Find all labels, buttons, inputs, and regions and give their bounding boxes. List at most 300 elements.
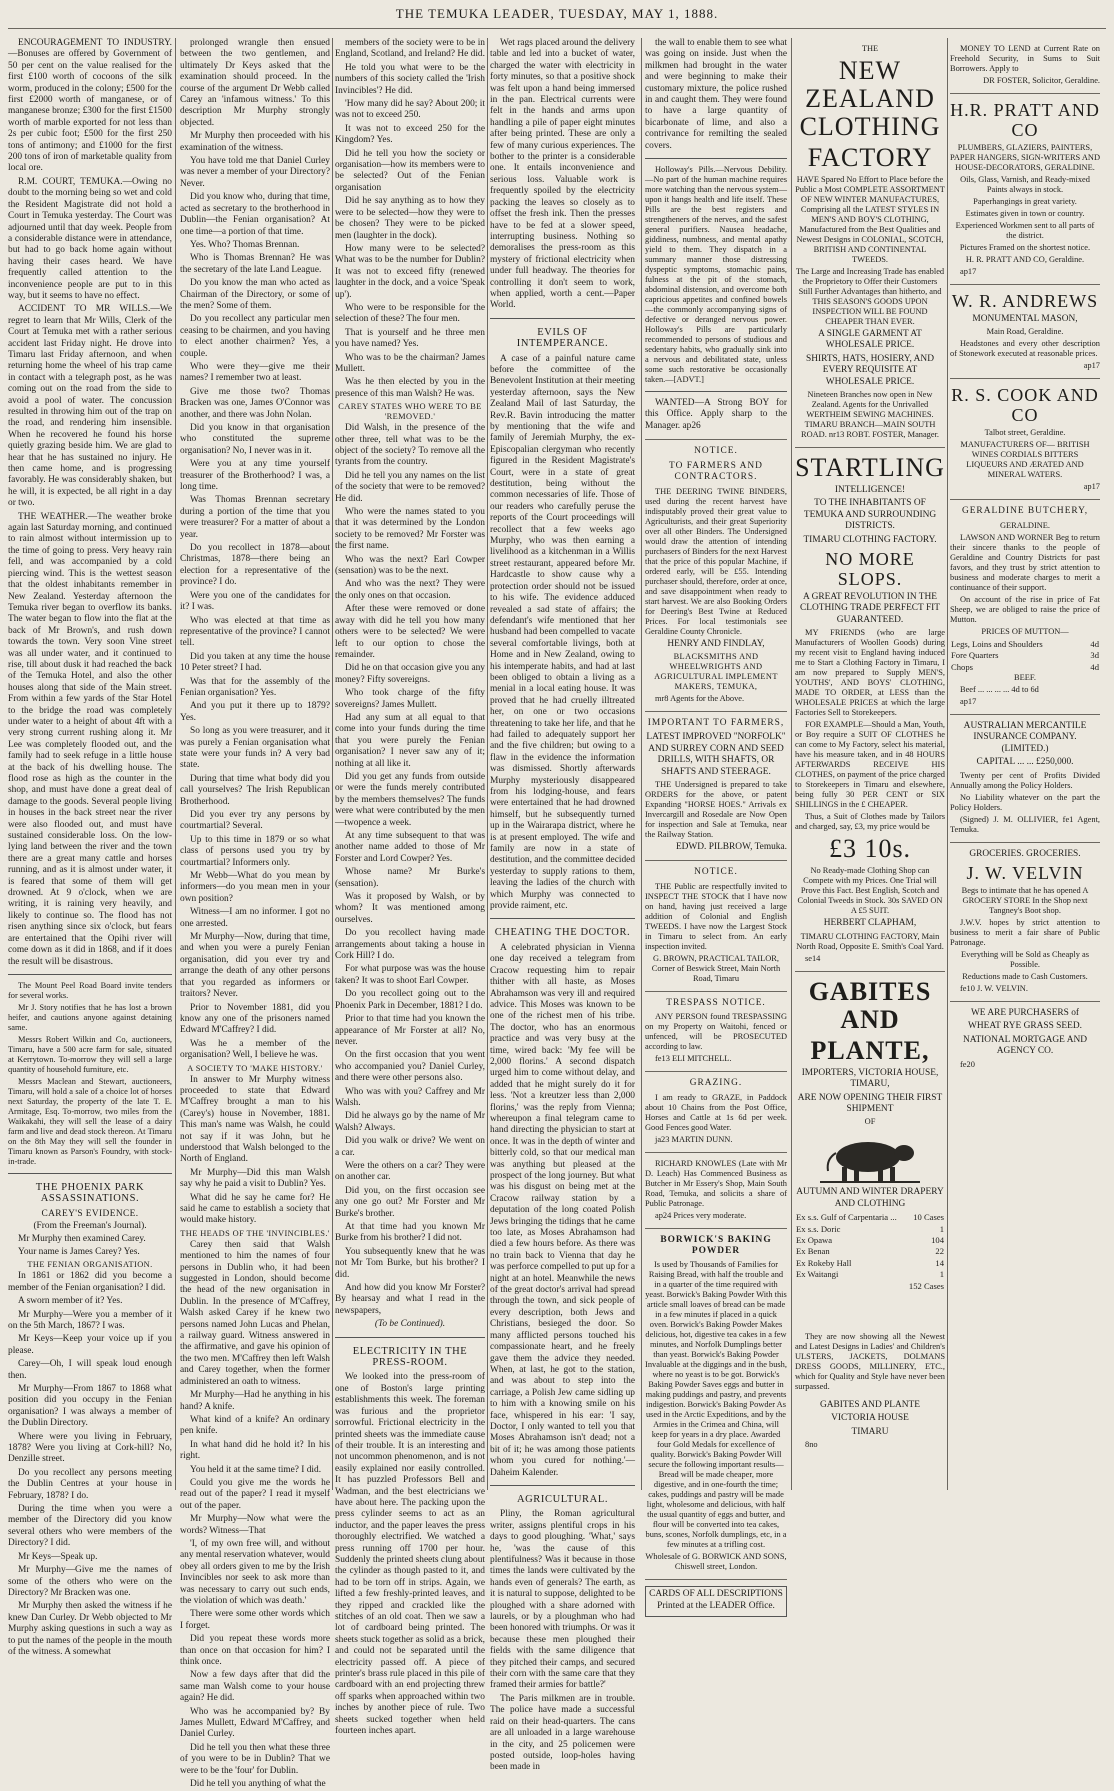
paragraph: Did you get any funds from outside or were the funds merely contributed by the members themselves? The funds were what were contributed by the men—twopence a week.: [335, 771, 485, 828]
ad-andrews: [950, 291, 1100, 379]
paragraph: Who is Thomas Brennan? He was the secretary of the late Land League.: [180, 253, 330, 275]
paragraph: THE WEATHER.—The weather broke again last Saturday morning, and continued to rain almost without intermission up to the time of going to press. Very heavy rain fell, and was accompanied by a cold piercing wind. This is the wettest season that the oldest inhabitants remember in New Zealand. Yesterday afternoon the Temuka river began to overflow its banks. The water began to flow into the flat at the back of Mr Brown's, and rush down towards the town. Very soon Vine street was all under water, and it continued to rise, till about dusk it had reached the back of the Temuka Hotel, and also the other houses along that side of the Main street. From within a few yards of the Star Hotel to the bridge the road was completely under water to a height of about 4ft with a very strong current rushing along it. Mr Lee was completely flooded out, and the family had to seek refuge in a little house at the back of his dwelling house. The flood rose as high as the counter in the shop, and must have done a great deal of damage to the goods. Several people living in houses in the back street near the river were also flooded out, and must have sustained considerable loss. On the low-lying land between the river and the town there are a great many cattle and horses running, and as it is almost under water, it is feared that some of them will get drowned. At 9 o'clock, when we are writing, it is raining very heavily, and likely to continue so. The flood has not risen anything since six o'clock, but fears are entertained that the Opihi river will come down as it did in 1868, and if it does the result will be disastrous.: [8, 511, 172, 967]
paragraph: At that time had you known Mr Burke from his brother? I did not.: [335, 1222, 485, 1244]
ad-title: J. W. VELVIN: [966, 863, 1084, 884]
paragraph: ENCOURAGEMENT TO INDUSTRY.—Bonuses are offered by Government of 50 per cent on the value realised for the first £100 worth of cocoons of the silk worm, produced in the colony; £500 for the first £2000 worth of manganese, or of manganese bronze; £300 for the first £1500 worth of marble exported for not less than 2s per cubic foot; £500 for the first 250 tons of antimony; and £1000 for the first 200 tons of iron of marketable quality from local ore.: [8, 38, 172, 174]
ad-signature: TIMARU CLOTHING FACTORY, Main North Road, Opposite E. Smith's Coal Yard.: [796, 931, 944, 951]
paragraph: Prior to that time had you known the appearance of Mr Forster at all? No, never.: [335, 1014, 485, 1047]
row-value: 3d: [1090, 650, 1099, 661]
ad-title: FACTORY: [807, 143, 933, 172]
ad-text: Everything will be Sold as Cheaply as Possible.: [961, 950, 1089, 970]
paragraph: Was that for the assembly of the Fenian organisation? Yes.: [180, 676, 330, 698]
ad-code: 8no: [805, 1440, 818, 1450]
paragraph: Now a few days after that did the same man Walsh come to your house again? He did.: [180, 1670, 330, 1704]
ad-title: STARTLING: [795, 453, 945, 483]
ad-startling: [795, 454, 945, 972]
ad-text: Twenty per cent of Profits Divided Annually among the Policy Holders.: [950, 770, 1100, 790]
paragraph: Who took charge of the fifty sovereigns? James Mullett.: [335, 688, 485, 710]
ad-code: ap17: [1083, 361, 1100, 371]
row-label: Ex Benan: [796, 1246, 830, 1257]
paragraph: Mr Keys—Speak up.: [18, 1551, 98, 1562]
row-label: Chops: [951, 661, 973, 672]
ad-wheat: [950, 1008, 1100, 1077]
continued-note: (To be Continued).: [374, 1319, 446, 1330]
column-rule: [487, 38, 488, 1490]
ad-signature: DR FOSTER, Solicitor, Geraldine.: [983, 76, 1100, 85]
ad-text: ARE NOW OPENING THEIR FIRST SHIPMENT: [797, 1092, 943, 1114]
shipment-row: [795, 1235, 945, 1246]
paragraph: prolonged wrangle then ensued between the two gentlemen, and ultimately Dr Keys asked that the examination should proceed. In the course of the argument Dr Webb called Carey an 'infamous witness.' To this description Mr Murphy strongly objected.: [180, 38, 330, 128]
paragraph: Mr J. Story notifies that he has lost a brown heifer, and cautions anyone against detaining same.: [8, 1002, 172, 1032]
article-headline: EVILS OF INTEMPERANCE.: [516, 326, 609, 350]
paragraph: Mr Murphy—Did this man Walsh say why he paid a visit to Dublin? Yes.: [180, 1167, 330, 1190]
row-label: Ex Waitangi: [796, 1269, 839, 1280]
paragraph: In 1861 or 1862 did you become a member of the Fenian organisation? I did.: [8, 1271, 172, 1293]
ad-text: Reductions made to Cash Customers.: [962, 972, 1088, 982]
ad-text: A GREAT REVOLUTION IN THE CLOTHING TRADE PERFECT FIT GUARANTEED.: [799, 592, 941, 625]
shipment-table: [795, 1212, 945, 1292]
paragraph: Had any sum at all equal to that come into your funds during the time that you were purely the Fenian organisation? I never saw any of it; nothing at all like it.: [335, 712, 485, 769]
ad-signature: NATIONAL MORTGAGE AND AGENCY CO.: [962, 1034, 1088, 1057]
ad-signature: ja23 MARTIN DUNN.: [655, 1134, 733, 1144]
ad-deering: [645, 446, 787, 712]
ad-text: MY FRIENDS (who are large Manufacturers of Woollen Goods) during my recent visit to England having induced me to Start a Clothing Factory in Timaru, I am now prepared to Supply MEN'S, YOUTHS', AND BOYS' CLOTHING, MADE TO ORDER, at LESS than the WHOLESALE PRICES at which the large Factories Sell to Storekeepers.: [795, 628, 945, 718]
bull-illustration: [820, 1131, 920, 1183]
price-row: [950, 662, 1100, 673]
paragraph: The Mount Peel Road Board invite tenders for several works.: [8, 980, 172, 1000]
paragraph: We looked into the press-room of one of Boston's large printing establishments this week. The foreman was furious and the proprietor sorrowful. Frictional electricity in the printed sheets was the immediate cause of their trouble. It is an interesting and not uncommon phenomenon, and is not easily explained nor easily controlled. It has puzzled Professors Bell and Wadman, and the best electricians we have about here. The packing upon the press cylinder seems to act as an inductor, and the paper leaves the press thoroughly electrified. We watched a press running off 1700 per hour. Suddenly the printed sheets clung about the cylinder as though pasted to it, and had to be torn off in strips. Again, we lifted a few freshly-printed leaves, and they ripped and crackled like the stitches of an old coat. Then we saw a lot of cardboard being printed. The sheets stuck together as solid as a brick, and could not be separated until the electricity passed off. A piece of printer's brass rule placed in this pile of cardboard with an end projecting threw off sparks when approached within two inches by another piece of rule. Two sheets sucked together when held fourteen inches apart.: [335, 1372, 485, 1737]
paragraph: Do you recollect any persons meeting the Dublin Centres at your house in February, 1878? I do.: [8, 1467, 172, 1501]
paragraph: Up to this time in 1879 or so what class of persons used you try by courtmartial? Informers only.: [180, 834, 330, 868]
ad-text: THE Undersigned is prepared to take ORDERS for the above, or patent Expanding "HORSE HOES." Arrivals ex Invercargill and Rosedale are Now Open for inspection and Sale at Temuka, near the Railway Station.: [645, 779, 787, 839]
ad-title: IMPORTANT TO FARMERS,: [647, 717, 785, 728]
ad-signature: EDWD. PILBROW, Temuka.: [675, 841, 787, 852]
paragraph: Messrs Robert Wilkin and Co, auctioneers, Timaru, have a 500 acre farm for sale, situated at Kerrytown. To-morrow they will sell a large quantity of household furniture, etc.: [8, 1034, 172, 1074]
article-headline: THE PHOENIX PARK ASSASSINATIONS.: [35, 1181, 145, 1205]
paragraph: Did you, on the first occasion see any one go out? Mr Forster and Mr Burke's brother.: [335, 1185, 485, 1219]
row-value: 1: [939, 1223, 944, 1234]
ad-insurance: [950, 721, 1100, 843]
ad-text: PLUMBERS, GLAZIERS, PAINTERS, PAPER HANGERS, SIGN-WRITERS AND HOUSE-DECORATORS, GERALDINE.: [950, 143, 1100, 172]
ad-cards: [645, 1586, 787, 1617]
row-value: 10 Cases: [913, 1212, 944, 1223]
paragraph: the wall to enable them to see what was going on inside. Just when the milkmen had brought in the water and were beginning to make their customary mixture, the police rushed in and caught them. They were found to have a large quantity of bicarbonate of lime, and also a contrivance for remilting the sealed covers.: [645, 38, 787, 151]
ad-text: On account of the rise in price of Fat Sheep, we are obliged to raise the price of Mutton.: [950, 594, 1100, 624]
ad-nz-clothing-factory: [795, 44, 945, 448]
ad-text: Headstones and every other description of Stonework executed at reasonable prices.: [950, 339, 1100, 359]
paragraph: Mr Webb—What do you mean by informers—do you mean men in your own position?: [180, 871, 330, 904]
paragraph: Could you give me the words he read out of the paper? I read it myself out of the paper.: [180, 1477, 330, 1511]
paragraph: And who was the next? They were the only ones on that occasion.: [335, 579, 485, 601]
ad-money-to-lend: [950, 44, 1100, 94]
ad-title: R. S. COOK AND CO: [951, 385, 1099, 426]
ad-text: MONEY TO LEND at Current Rate on Freehold Security, in Sums to Suit Borrowers. Apply to: [950, 44, 1100, 73]
ad-text: THE Public are respectfully invited to INSPECT THE STOCK that I have now on hand, having just received a large addition of Colonial and English TWEEDS. I have now the Largest Stock in Timaru to select from. An early inspection invited.: [645, 881, 787, 951]
row-value: 104: [931, 1234, 944, 1245]
ad-text: They are now showing all the Newest and Latest Designs in Ladies' and Children's ULSTERS, JACKETS, DOLMANS DRESS GOODS, MILLINERY, ETC., which for Quality and Style have never been surpassed.: [795, 1331, 945, 1391]
paragraph: Did you know who, during that time, acted as secretary to the brotherhood in Dublin—the Fenian organisation? At one time—a portion of that time.: [180, 192, 330, 237]
row-label: [795, 1281, 905, 1292]
subheading: THE HEADS OF THE 'INVINCIBLES.': [180, 1228, 330, 1238]
paragraph: Did you know in that organisation who constituted the supreme organisation? No, I never was in it.: [180, 423, 330, 456]
row-label: Fore Quarters: [951, 650, 999, 661]
paragraph: Messrs Maclean and Stewart, auctioneers, Timaru, will hold a sale of a choice lot of horses next Saturday, the property of the late T. E. Armitage, Esq. To-morrow, two miles from the Waikakahi, they will sell the lease of a dairy farm and live and dead stock thereon. At Timaru on the 8th May they will sell the founder in Timaru known as Parson's Foundry, with stock-in-trade.: [8, 1076, 172, 1166]
row-value: 14: [935, 1257, 944, 1268]
ad-text: Experienced Workmen sent to all parts of the district.: [955, 221, 1095, 240]
ad-code: ap17: [960, 267, 977, 276]
ad-title: NO MORE SLOPS.: [825, 549, 915, 590]
row-value: 152 Cases: [908, 1280, 944, 1291]
column-rule: [641, 38, 642, 1490]
paragraph: There were some other words which I forget.: [180, 1609, 330, 1631]
paragraph: Was he a member of the organisation? Well, I believe he was.: [180, 1038, 330, 1061]
paragraph: A case of a painful nature came before the committee of the Benevolent Institution at their meeting yesterday afternoon, says the New Zealand Mail of last Saturday, the Rev.R. Bavin introducing the matter by mentioning that the wife and family of Jeremiah Murphy, the ex-Episcopalian clergyman who recently figured in the Resident Magistrate's Court, were in a state of great destitution, being without the common necessaries of life. Those of our readers who carefully peruse the reports of the Court proceedings will recollect that a few weeks ago Murphy, who was then earning a livelihood as a kitchenman in a Willis street restaurant, appeared before Mr. Hardcastle to show cause why a protection order should not be issued to his wife. The evidence adduced revealed a sad state of affairs; the defendant's wife mentioned that her husband had been compelled to vacate several comfortable livings, both at Home and in New Zealand, owing to his intemperate habits, and had at last been obliged to obtain a living as a menial in a local eating house. It was proved that he had cruelly illtreated her, on one or two occasions threatening to take her life, and that he had failed to adequately support her and the five children; but owing to a flaw in the evidence the information was dismissed. Shortly afterwards Murphy mysteriously disappeared from his lodging-house, and fears were entertained that he had drowned himself, but he subsequently turned up in the Wairarapa district, where he is at present employed. The wife and family are now in a state of destitution, and the committee decided yesterday to supply rations to them, leaving the ladies of the church with which Murphy was connected to provide raiment, etc.: [490, 353, 636, 912]
ad-code: ap17: [1083, 482, 1100, 492]
ad-text: RICHARD KNOWLES (Late with Mr D. Leach) Has Commenced Business as Butcher in Mr Essery's Shop, Main South Road, Temuka, and solicits a share of Public Patronage.: [645, 1158, 787, 1208]
paragraph: Who was he accompanied by? By James Mullett, Edward M'Caffrey, and Daniel Curley.: [180, 1706, 330, 1740]
paragraph: Who were the names stated to you that it was determined by the London society to be removed? Mr Forster was the first name.: [335, 507, 485, 552]
paragraph: Do you recollect in 1878—about Christmas, 1878—there being an election for a representative of the province? I do.: [180, 543, 330, 588]
paragraph: Mr Murphy—Were you a member of it on the 5th March, 1867? I was.: [8, 1309, 172, 1331]
advertisement-text: Holloway's Pills.—Nervous Debility.—No part of the human machine requires more watching than the nervous system—upon it hangs health and life itself. These Pills are the best registers and strengtheners of the nerves, and the safest general purifiers. Nausea headache, giddiness, numbness, and mental apathy yield to them. They dispatch in a summary manner those distressing dyspeptic symptoms, stomachic pains, fulness at the pit of the stomach, abdominal distension, and overcome both capricious appetites and confined bowels—the commonly accompanying signs of defective or deranged nervous power. Holloway's Pills are particularly recommended to persons of studious and sedentary habits, who gradually sink into a nervous and debilitated state, unless some such restorative be occasionally taken.—[ADVT.]: [645, 165, 787, 385]
paragraph: During the time when you were a member of the Directory did you know several others who were members of the Directory? I did.: [8, 1504, 172, 1549]
column-6: [795, 38, 945, 1490]
ad-text: WHEAT RYE GRASS SEED.: [968, 1021, 1082, 1032]
paragraph: Carey—Oh, I will speak loud enough then.: [8, 1359, 172, 1381]
ad-groceries: [950, 849, 1100, 1002]
paragraph: Do you recollect going out to the Phoenix Park in December, 1881? I do.: [335, 989, 485, 1011]
paragraph: Mr Murphy then examined Carey.: [18, 1233, 146, 1244]
article-headline: CHEATING THE DOCTOR.: [494, 927, 631, 939]
paragraph: A celebrated physician in Vienna one day received a telegram from Cracow requesting him to repair thither with all haste, as Moses Abrahamson was very ill and required advice. This Moses was known to be one of the richest men of his tribe. The doctor, who has an enormous practice and was very busy at the time, wired back: 'My fee will be 2,000 florins.' A second dispatch urged him to come without delay, and added that he might surely do it for less. 'Not a kreutzer less than 2,000 florins,' was the reply from Vienna; whereupon a final telegram came to hand directing the physician to start at once. It was in the depth of winter and bitterly cold, so that our medical man was anything but pleased at the prospect of the long journey. But what was his disgust on being met at the Cracow railway station by a deputation of the long coated Polish Jews bringing the tidings that he came too late, as Moses Abrahamson had died a few hours before. As there was no train back to Vienna that day he was perforce compelled to put up for a night at an hotel. Meanwhile the news of the great doctor's arrival had spread through the town, and sick people of every description, both Jews and Christians, besieged the door. So many afflicted persons touched his compassionate heart, and he freely gave them the advice they needed. When, at last, he got to the station, and was about to step into the carriage, a Polish Jew came sidling up to him with a knowing smile on his face, whispered in his ear: 'I say, Doctor, I only wanted to tell you that Moses Abrahamson isn't dead; not a bit of it; he was among those patients whom you cured for nothing.'—Daheim Kalender.: [490, 942, 635, 1478]
shipment-row: [795, 1246, 945, 1257]
column-rule: [947, 38, 948, 1490]
paragraph: A sworn member of it? Yes.: [18, 1296, 123, 1307]
ad-text: Paperhangings in great variety.: [973, 197, 1077, 206]
ad-signature: H. R. PRATT AND CO, Geraldine.: [965, 255, 1085, 264]
shipment-row: [795, 1269, 945, 1280]
ad-subtitle: INTELLIGENCE!: [834, 485, 906, 496]
paragraph: And how did you know Mr Forster? By hearsay and what I read in the newspapers,: [335, 1283, 485, 1316]
ad-trespass: [645, 998, 787, 1072]
ad-title: GROCERIES. GROCERIES.: [969, 848, 1081, 859]
paragraph: What did he say he came for? He said he came to establish a society that would make history.: [180, 1192, 330, 1226]
paragraph: Were you one of the candidates for it? I was.: [180, 590, 330, 613]
ad-text: CARDS OF ALL DESCRIPTIONS Printed at the LEADER Office.: [649, 1589, 783, 1611]
ad-signature: Wholesale of G. BORWICK AND SONS, Chiswell street, London.: [645, 1552, 787, 1572]
paragraph: He told you what were to be the numbers of this society called the 'Irish Invincibles'? He did.: [335, 62, 485, 96]
ad-signature: (Signed) J. M. OLLIVIER, fe1 Agent, Temuka.: [950, 814, 1100, 834]
ad-title: GERALDINE BUTCHERY,: [961, 506, 1089, 517]
paragraph: Did Walsh, in the presence of the other three, tell what was to be the object of the society? To remove all the tyrants from the country.: [335, 423, 485, 468]
ad-text: Beef ... ... ... ... 4d to 6d: [960, 685, 1039, 695]
ad-signature: TIMARU: [851, 1426, 889, 1437]
ad-text: Oils, Glass, Varnish, and Ready-mixed Paints always in stock.: [960, 175, 1090, 194]
ad-text: J.W.V. hopes by strict attention to business to merit a fair share of Public Patronage.: [950, 918, 1100, 948]
paragraph: Carey then said that Walsh mentioned to him the names of four persons in Dublin who, it had been suggested in London, should become the head of the new organisation in Dublin. In the presence of M'Caffrey, Walsh asked Carey if he knew two persons named John Lucas and Phelan, a railway guard. Witness answered in the affirmative, and gave his opinion of the two men. M'Caffrey then left Walsh and Carey together, when the former administered an oath to witness.: [180, 1239, 330, 1387]
ad-baking-powder: [645, 1235, 787, 1581]
paragraph: After these were removed or done away with did he tell you how many others were to be selected? We were left to our option to chose the remainder.: [335, 604, 485, 660]
ad-title: GRAZING.: [689, 1078, 743, 1089]
shipment-row: [795, 1281, 945, 1292]
ad-title: NOTICE.: [694, 867, 738, 878]
ad-butchery: [950, 506, 1100, 715]
ad-text: No Ready-made Clothing Shop can Compete with my Prices. One Trial will Prove this Fact. Best English, Scotch and Colonial Tweeds in Stock. 30s SAVED ON A £5 SUIT.: [797, 866, 943, 916]
paragraph: Mr Murphy—Now what were the words? Witness—That: [180, 1514, 330, 1536]
ad-code: fe20: [960, 1059, 975, 1069]
paragraph: Did you ever try any persons by courtmartial? Several.: [180, 810, 330, 832]
ad-text: MANUFACTURERS OF— BRITISH WINES CORDIALS BITTERS LIQUEURS AND ÆRATED AND MINERAL WATERS.: [960, 440, 1090, 480]
ad-text: LAWSON AND WORNER Beg to return their sincere thanks to the people of Geraldine and Country Districts for past favors, and they trust by strict attention to business and moderate charges to merit a continuance of their support.: [950, 532, 1100, 592]
column-rule: [175, 38, 176, 1490]
article-headline: ELECTRICITY IN THE PRESS-ROOM.: [352, 1345, 468, 1369]
ad-text: FOR EXAMPLE—Should a Man, Youth, or Boy require a SUIT OF CLOTHES he can come to My Factory, select his material, have his measure taken, and in 48 HOURS AFTERWARDS RECEIVE HIS CLOTHES, on payment of the price charged to Storekeepers in Timaru and elsewhere, being fully 30 PER CENT or SIX SHILLINGS in the £ CHEAPER.: [795, 720, 945, 810]
ad-price: £3 10s.: [828, 834, 912, 864]
paragraph: You subsequently knew that he was not Mr Tom Burke, but his brother? I did.: [335, 1246, 485, 1280]
price-table: [950, 639, 1100, 673]
divider: [490, 1485, 635, 1486]
divider: [490, 918, 635, 919]
ad-text: Estimates given in town or country.: [965, 209, 1085, 218]
paragraph: Who were they—give me their names? I remember two at least.: [180, 361, 330, 384]
ad-title: AUSTRALIAN MERCANTILE INSURANCE COMPANY. (LIMITED.): [963, 721, 1087, 754]
paragraph: How many were to be selected? What was to be the number for Dublin? It was not to exceed fifty (renewed laughter in the dock, and a voice 'Speak up').: [335, 243, 485, 300]
ad-text: IMPORTERS, VICTORIA HOUSE, TIMARU,: [801, 1067, 939, 1090]
paragraph: On the first occasion that you went who accompanied you? Daniel Curley, and there were other persons also.: [335, 1050, 485, 1084]
paragraph: For what purpose was was the house taken? It was to shoot Earl Cowper.: [335, 964, 485, 986]
paragraph: R.M. COURT, TEMUKA.—Owing no doubt to the morning being so wet and cold the Resident Magistrate did not hold a Court in Temuka yesterday. The Court was adjourned until that day week. People from a considerable distance were in attendance, but had to go back home again without having their cases heard. We have frequently called attention to the inconvenience people are put to in this way, but it seems to have no effect.: [8, 176, 172, 301]
paragraph: Did you repeat these words more than once on that occasion for him? I think once.: [180, 1634, 330, 1668]
paragraph: Was it proposed by Walsh, or by whom? It was mentioned among ourselves.: [335, 892, 485, 925]
ad-title: PLANTE,: [810, 1035, 930, 1065]
paragraph: Mr Murphy then proceeded with his examination of the witness.: [180, 131, 330, 153]
paragraph: What kind of a knife? An ordinary pen knife.: [180, 1414, 330, 1437]
ad-text: GERALDINE.: [999, 520, 1050, 530]
paragraph: Do you recollect any particular men ceasing to be chairmen, and you having to elect another chairmen? Yes, a couple.: [180, 314, 330, 359]
paragraph: Pliny, the Roman agricultural writer, assigns plentiful crops in his days to good ploughing. 'What,' says he, 'was the cause of this plentifulness? Was it because in those times the lands were cultivated by the hands even of generals? The earth, as it is natural to suppose, delighted to be ploughed with a share adorned with laurels, or by a ploughman who had been honored with triumphs. Or was it because these men ploughed their fields with the same diligence that they pitched their camps, and secured their corn with the same care that they framed their armies for battle?': [490, 1509, 635, 1691]
paragraph: In what hand did he hold it? In his right.: [180, 1439, 330, 1462]
ad-text: Nineteen Branches now open in New Zealand. Agents for the Unrivalled WERTHEIM SEWING MACHINES. TIMARU BRANCH—MAIN SOUTH ROAD. nr13 ROBT. FOSTER, Manager.: [800, 390, 940, 440]
ad-code: se14: [805, 953, 821, 963]
subheading: (From the Freeman's Journal).: [33, 1221, 147, 1232]
paragraph: Did he tell you how the society or organisation—how its members were to be selected? Out of the Fenian organisation: [335, 148, 485, 193]
paragraph: 'How many did he say? About 200; it was not to exceed 250.: [335, 99, 485, 121]
top-rule: [8, 28, 1106, 29]
ad-text: A SINGLE GARMENT AT WHOLESALE PRICE.: [818, 329, 922, 351]
paragraph: Yes. Who? Thomas Brennan.: [190, 239, 300, 250]
ad-gabites-plante: [795, 978, 945, 1458]
ad-title: TRESPASS NOTICE.: [666, 997, 766, 1008]
ad-signature: fe10 J. W. VELVIN.: [960, 984, 1028, 994]
ad-text: AUTUMN AND WINTER DRAPERY AND CLOTHING: [796, 1187, 944, 1209]
paragraph: Did he tell you anything of what the: [190, 1779, 326, 1790]
ad-code: ap17: [960, 697, 977, 707]
paragraph: Who was elected at that time as representative of the province? I cannot tell.: [180, 615, 330, 649]
ad-signature: fe13 ELI MITCHELL.: [655, 1054, 732, 1064]
ad-text: SHIRTS, HATS, HOSIERY, AND EVERY REQUISITE AT WHOLESALE PRICE.: [806, 353, 934, 387]
row-label: Ex s.s. Doric: [796, 1223, 841, 1234]
row-value: 1: [939, 1269, 944, 1280]
paragraph: 'I, of my own free will, and without any mental reservation whatever, would obey all orders given to me by the Irish Invincibles nor seek to ask more than was necessary to carry out such ends, the violation of which was death.': [180, 1538, 330, 1606]
ad-pratt: [950, 100, 1100, 285]
column-2: [180, 38, 330, 1790]
ad-signature: BLACKSMITHS AND WHEELWRIGHTS AND AGRICULTURAL IMPLEMENT MAKERS, TEMUKA,: [654, 651, 778, 691]
ad-title: THE: [861, 44, 879, 53]
ad-text: Main Road, Geraldine.: [986, 327, 1064, 337]
ad-text: Is used by Thousands of Families for Raising Bread, with half the trouble and in a quarter of the time required with yeast. Borwick's Baking Powder With this article small loaves of bread can be made in a few minutes if placed in a quick oven. Borwick's Baking Powder Makes delicious, hot, digestive tea cakes in a few minutes, and Norfolk Dumplings better than yeast. Borwick's Baking Powder Invaluable at the diggings and in the bush, where no yeast is to be got. Borwick's Baking Powder Saves eggs and butter in making puddings and pastry, and prevents indigestion. Borwick's Baking Powder As used in the Arctic Expeditions, and by the Armies in the Crimea and China, will keep for years in a dry place. Awarded four Gold Medals for excellence of quality. Borwick's Baking Powder Will secure the following important results— Bread will be made cheaper, more digestive, and in one-fourth the time; cakes, puddings and pastry will be made light, wholesome and delicious, with half the usual quantity of eggs and butter, and flour will be converted into tea cakes, buns, scones, Norfolk dumplings, etc, in a few minutes at a trifling cost.: [645, 1260, 787, 1550]
paragraph: Mr Murphy then asked the witness if he knew Dan Curley. Dr Webb objected to Mr Murphy asking questions in such a way as to put the names of the people in the mouth of the witness. A somewhat: [8, 1601, 172, 1657]
ad-text: The Large and Increasing Trade has enabled the Proprietory to Offer their Customers Still Further Advantages than hitherto, and THIS SEASON'S GOODS UPON INSPECTION WILL BE FOUND CHEAPER THAN EVER.: [795, 267, 945, 326]
paragraph: Mr Murphy—From 1867 to 1868 what position did you occupy in the Fenian organisation? I was always a member of the Dublin Directory.: [8, 1384, 172, 1429]
divider: [645, 158, 787, 159]
paragraph: Were the others on a car? They were on another car.: [335, 1160, 485, 1183]
ad-signature: VICTORIA HOUSE: [831, 1413, 909, 1424]
paragraph: In answer to Mr Murphy witness proceeded to state that Edward M'Caffrey brought a man to his (Carey's) house in November, 1881. This man's name was Walsh, he could not say if it was John, but he understood that Walsh belonged to the North of England.: [180, 1074, 330, 1165]
price-row: [950, 639, 1100, 650]
subheading: CAREY'S EVIDENCE.: [41, 1208, 139, 1219]
column-4: [490, 38, 636, 1773]
ad-signature: ap24 Prices very moderate.: [655, 1210, 747, 1220]
ad-title: NOTICE.: [694, 446, 738, 457]
paragraph: Were you at any time yourself treasurer of the Brotherhood? I was, a long time.: [180, 459, 330, 493]
ad-text: THE DEERING TWINE BINDERS, used during the recent harvest have indisputably proved their great value to Agriculturists, and their great Superiority over all other Binders. The Undersigned would draw the attention of intending purchasers of Binders for the next Harvest that the price of this popular Machine, if ordered early, will be £55. Intending purchaser should, therefore, order at once, and save disappointment when ready to start harvest. We are also Booking Orders for Deering's Best Twine at Reduced Prices. For local testimonials see Geraldine County Chronicle.: [645, 486, 787, 636]
paragraph: Mr Keys—Keep your voice up if you please.: [8, 1334, 172, 1356]
paragraph: members of the society were to be in England, Scotland, and Ireland? He did.: [335, 38, 485, 60]
ad-signature: G. BROWN, PRACTICAL TAILOR, Corner of Beswick Street, Main North Road, Timaru: [651, 953, 781, 983]
article-headline: AGRICULTURAL.: [516, 1493, 609, 1505]
column-1: [8, 38, 172, 1657]
ad-wanted: [645, 398, 787, 440]
ad-text: Talbot street, Geraldine.: [984, 428, 1066, 438]
ad-text: No Liability whatever on the part the Policy Holders.: [950, 792, 1100, 812]
paragraph: Mr Murphy—Had he anything in his hand? A knife.: [180, 1390, 330, 1412]
paragraph: Mr Murphy—Give me the names of some of the others who were on the Directory? Mr Bracken was one.: [8, 1565, 172, 1598]
paragraph: Who was to be the chairman? James Mullett.: [335, 352, 485, 374]
row-label: Legs, Loins and Shoulders: [951, 638, 1043, 649]
paragraph: You have told me that Daniel Curley was never a member of your Directory? Never.: [180, 156, 330, 189]
ad-text: CAPITAL ... ... £250,000.: [976, 757, 1074, 768]
paragraph: Witness—I am no informer. I got no one arrested.: [180, 907, 330, 929]
column-rule: [791, 38, 792, 1490]
paragraph: Was he then elected by you in the presence of this man Walsh? He was.: [335, 377, 485, 399]
paragraph: Who was the next? Earl Cowper (sensation) was to be the next.: [335, 554, 485, 577]
ad-title: BORWICK'S BAKING POWDER: [660, 1234, 772, 1256]
ad-farmers: [645, 718, 787, 861]
ad-title: WE ARE PURCHASERS of: [970, 1008, 1080, 1019]
paragraph: It was not to exceed 250 for the Kingdom? Yes.: [335, 123, 485, 146]
ad-text: BEEF.: [1014, 673, 1036, 683]
divider: [645, 391, 787, 392]
row-label: Ex s.s. Gulf of Carpentaria ...: [796, 1212, 897, 1223]
ad-text: Pictures Framed on the shortest notice.: [959, 243, 1091, 252]
ad-grazing: [645, 1078, 787, 1152]
column-3: [335, 38, 485, 1737]
ad-text: MONUMENTAL MASON,: [972, 314, 1078, 324]
paragraph: Where were you living in February, 1878? Were you living at Cork-hill? No, Denzille street.: [8, 1431, 172, 1465]
shipment-row: [795, 1212, 945, 1223]
row-value: 4d: [1090, 638, 1099, 649]
paragraph: Wet rags placed around the delivery table and led into a bucket of water, charged the water with electricity in forty minutes, so that a positive shock was felt upon a hand being immersed in the pan. Electrical currents were felt in the hands and arms upon handling a pile of paper eight minutes after being printed. These are only a few of many curious experiences. The bother to the printer is a considerable one. It entails inconvenience and serious loss. Valuable work is frequently spoiled by the electricity packing the leaves so closely as to offset the fresh ink. Then the presses have to be fed at a slower speed, interrupting business. Nothing so demoralises the press-room as this mystery of frictional electricity when under full headway. The theories for controlling it don't seem to work, when applied, worth a cent.—Paper World.: [490, 38, 635, 311]
ad-text: HAVE Spared No Effort to Place before the Public a Most COMPLETE ASSORTMENT OF NEW WINTER MANUFACTURES, Comprising all the LATEST STYLES IN MEN'S AND BOY'S CLOTHING, Manufactured from the Best Qualities and Newest Designs in COLONIAL, SCOTCH, BRITISH AND CONTINENTAL TWEEDS.: [795, 175, 945, 264]
paragraph: So long as you were treasurer, and it was purely a Fenian organisation what state were your funds in? A very bad state.: [180, 726, 330, 771]
paragraph: Did you walk or drive? We went on a car.: [335, 1136, 485, 1158]
ad-title: W. R. ANDREWS: [951, 291, 1099, 311]
subheading: THE FENIAN ORGANISATION.: [27, 1260, 153, 1270]
divider: [490, 318, 635, 319]
ad-title: GABITES AND: [808, 976, 932, 1034]
shipment-row: [795, 1258, 945, 1269]
paragraph: Give me those two? Thomas Bracken was one, James O'Connor was another, and there was John Nolan.: [180, 386, 330, 420]
paragraph: You held it at the same time? I did.: [190, 1464, 322, 1475]
subheading: CAREY STATES WHO WERE TO BE 'REMOVED.': [338, 402, 482, 422]
column-rule: [332, 38, 333, 1490]
subheading: A SOCIETY TO 'MAKE HISTORY.': [187, 1063, 323, 1073]
paragraph: Did you taken at any time the house 10 Peter street? I had.: [180, 651, 330, 674]
ad-text: PRICES OF MUTTON—: [981, 626, 1069, 636]
paragraph: That is yourself and he three men you have named? Yes.: [335, 327, 485, 350]
paragraph: Who were to be responsible for the selection of these? The four men.: [335, 302, 485, 325]
paragraph: Did he always go by the name of Mr Walsh? Always.: [335, 1111, 485, 1133]
divider: [335, 1337, 485, 1338]
paragraph: Was Thomas Brennan secretary during a portion of the time that you were treasurer? For a matter of about a year.: [180, 495, 330, 540]
ad-text: I am ready to GRAZE, in Paddock about 10 Chains from the Post Office, Horses and Cattle at 1s 6d per week. Good Fences good Water.: [645, 1092, 787, 1132]
row-label: Ex Opawa: [796, 1234, 833, 1245]
paragraph: Did he tell you any names on the list of the society that were to be removed? He did.: [335, 470, 485, 504]
paragraph: Who was with you? Caffrey and Mr Walsh.: [335, 1086, 485, 1108]
ad-title: H.R. PRATT AND CO: [950, 100, 1100, 140]
ad-text: Thus, a Suit of Clothes made by Tailors and charged, say, £3, my price would be: [795, 812, 945, 832]
ad-text: LATEST IMPROVED "NORFOLK" AND SURREY CORN AND SEED DRILLS, WITH SHAFTS, OR SHAFTS AND STEERAGE.: [646, 732, 786, 777]
column-5: [645, 38, 787, 1611]
ad-signature: HERBERT CLAPHAM,: [823, 918, 917, 929]
ad-notice-tweeds: [645, 867, 787, 991]
paragraph: Mr Murphy—Now, during that time, and when you were a purely Fenian organisation, did you ever try and arrange the death of any other persons that you regarded as informers or traitors? Never.: [180, 932, 330, 1000]
ad-signature: GABITES AND PLANTE: [820, 1399, 920, 1410]
paragraph: Did he say anything as to how they were to be selected—how they were to be chosen? They were to be picked men (laughter in the dock).: [335, 196, 485, 241]
paragraph: Prior to November 1881, did you know any one of the prisoners named Edward M'Caffrey? I did.: [180, 1002, 330, 1036]
divider: [8, 974, 172, 975]
paragraph: Do you recollect having made arrangements about taking a house in Cork Hill? I do.: [335, 928, 485, 962]
paragraph: Whose name? Mr Burke's (sensation).: [335, 867, 485, 889]
paragraph: And you put it there up to 1879? Yes.: [180, 701, 330, 723]
paragraph: Your name is James Carey? Yes.: [18, 1246, 140, 1257]
paragraph: Did he on that occasion give you any money? Fifty sovereigns.: [335, 663, 485, 685]
column-7: [950, 38, 1100, 1490]
ad-title: NEW ZEALAND CLOTHING: [799, 56, 941, 141]
ad-cook: [950, 385, 1100, 500]
paragraph: Do you know the man who acted as Chairman of the Directory, or some of the men? Some of them.: [180, 278, 330, 311]
ad-text: TIMARU CLOTHING FACTORY.: [803, 534, 937, 545]
shipment-row: [795, 1224, 945, 1235]
paragraph: The Paris milkmen are in trouble. The police have made a successful raid on their head-quarters. The cans are all unloaded in a large warehouse in the city, and 25 policemen were posted outside, loop-holes having been made in: [490, 1693, 635, 1773]
divider: [8, 1173, 172, 1174]
paragraph: During that time what body did you call yourselves? The Irish Republican Brotherhood.: [180, 773, 330, 807]
ad-text: Begs to intimate that he has opened A GROCERY STORE In the Shop next Tangney's Boot shop.: [961, 886, 1089, 916]
ad-signature: HENRY AND FINDLAY,: [667, 638, 765, 649]
price-row: [950, 650, 1100, 661]
ad-signature: mr8 Agents for the Above.: [655, 693, 745, 703]
masthead: THE TEMUKA LEADER, TUESDAY, MAY 1, 1888.: [395, 6, 719, 21]
ad-text: WANTED—A Strong BOY for this Office. Apply sharp to the Manager. ap26: [645, 398, 787, 431]
paragraph: Did he tell you then what these three of you were to be in Dublin? That we were to be the 'four' for Dublin.: [180, 1742, 330, 1776]
ad-text: ANY PERSON found TRESPASSING on my Property on Waitohi, fenced or unfenced, will be PROSECUTED according to law.: [645, 1012, 787, 1052]
ad-text: TO THE INHABITANTS OF TEMUKA AND SURROUNDING DISTRICTS.: [803, 498, 937, 532]
ad-text: OF: [864, 1117, 876, 1127]
row-value: 4d: [1090, 661, 1099, 672]
ad-subtitle: TO FARMERS AND CONTRACTORS.: [669, 460, 763, 483]
row-value: 22: [935, 1246, 944, 1257]
paragraph: ACCIDENT TO MR WILLS.—We regret to learn that Mr Wills, Clerk of the Court at Temuka met with a rather serious accident last Friday night. He drove into Timaru last Friday afternoon, and when returning home the wheel of his trap came in contact with a telegraph post, as he was coming out on the road from the side to avoid a pool of water. The concussion resulted in throwing him out of the trap on the road, and rendering him insensible. When he recovered he found his horse quietly grazing beside him. We are glad to hear that he has sustained no injury. He then came home, and is progressing favorably. He was considerably shaken, but he will, it is expected, be all right in a day or two.: [8, 304, 172, 509]
